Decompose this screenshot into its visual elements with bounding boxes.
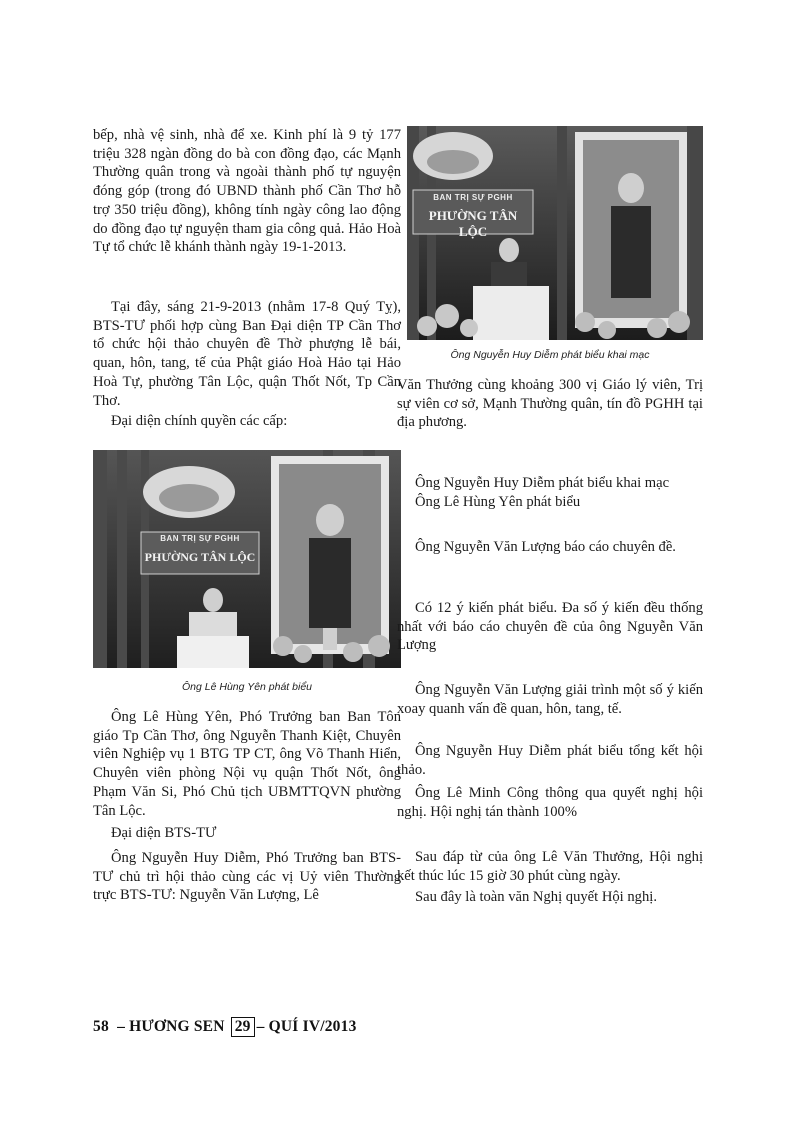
paragraph-summary: Ông Nguyễn Huy Diễm phát biểu tổng kết hội thảo.	[397, 743, 703, 778]
paragraph-explanation: Ông Nguyễn Văn Lượng giải trình một số ý kiến xoay quanh vấn đề quan, hôn, tang, tế.	[397, 682, 703, 717]
photo-sign-top-text: BAN TRỊ SỰ PGHH	[433, 193, 513, 202]
paragraph-bts-tu-heading: Đại diện BTS-TƯ	[111, 825, 217, 841]
photo-sign-main-text: PHƯỜNG TÂN LỘC	[144, 550, 256, 564]
paragraph-government-reps-heading: Đại diện chính quyền các cấp:	[111, 413, 288, 429]
paragraph-thematic-report: Ông Nguyễn Văn Lượng báo cáo chuyên đề.	[415, 539, 676, 555]
paragraph-opinions: Có 12 ý kiến phát biểu. Đa số ý kiến đều thống nhất với báo cáo chuyên đề của ông Nguyễn Văn Lượng	[397, 600, 703, 654]
page-footer	[93, 1017, 357, 1037]
photo-nguyen-huy-diem-opening	[407, 126, 703, 340]
issue-quarter: – QUÍ IV/2013	[256, 1018, 357, 1035]
paragraph-attendees: Văn Thưởng cùng khoảng 300 vị Giáo lý viên, Trị sự viên cơ sở, Mạnh Thường quân, tín đồ PGHH tại địa phương.	[397, 377, 703, 431]
photo-sign-top-text: BAN TRỊ SỰ PGHH	[160, 534, 240, 543]
photo-caption-le-hung-yen: Ông Lê Hùng Yên phát biểu	[182, 681, 312, 693]
paragraph-opening-speech: Ông Nguyễn Huy Diễm phát biểu khai mạc	[415, 475, 670, 491]
paragraph-le-hung-yen-speech: Ông Lê Hùng Yên phát biểu	[415, 494, 581, 510]
issue-number-box: 29	[231, 1017, 255, 1037]
magazine-name: – HƯƠNG SEN	[117, 1018, 225, 1035]
paragraph-bts-tu-members: Ông Nguyễn Huy Diễm, Phó Trưởng ban BTS-TƯ chủ trì hội thảo cùng các vị Uỷ viên Thường trực BTS-TƯ: Nguyễn Văn Lượng, Lê	[93, 850, 401, 904]
paragraph-resolution: Ông Lê Minh Công thông qua quyết nghị hội nghị. Hội nghị tán thành 100%	[397, 785, 703, 820]
paragraph-closing: Sau đáp từ của ông Lê Văn Thưởng, Hội nghị kết thúc lúc 15 giờ 30 phút cùng ngày.	[397, 849, 703, 884]
photo-caption-nguyen-huy-diem: Ông Nguyễn Huy Diễm phát biểu khai mạc	[450, 349, 650, 361]
paragraph-resolution-full-text: Sau đây là toàn văn Nghị quyết Hội nghị.	[415, 889, 657, 905]
paragraph-seminar-intro: Tại đây, sáng 21-9-2013 (nhằm 17-8 Quý Tỵ), BTS-TƯ phối hợp cùng Ban Đại diện TP Cần Thơ tổ chức hội thảo chuyên đề Thờ phượng lễ bái, quan, hôn, tang, tế của Phật giáo Hoà Hảo tại Hảo Hoà Tự, phường Tân Lộc, quận Thốt Nốt, Tp Cần Thơ.	[93, 299, 401, 409]
paragraph-construction-cost: bếp, nhà vệ sinh, nhà để xe. Kinh phí là 9 tỷ 177 triệu 328 ngàn đồng do bà con đồng đạo, các Mạnh Thường quân trong và ngoài thành phố tự nguyện đóng góp (trong đó UBND thành phố Cần Thơ hỗ trợ 350 triệu đồng), không tính ngày công lao động do đồng đạo tự nguyện tham gia công quả. Hảo Hoà Tự tổ chức lễ khánh thành ngày 19-1-2013.	[93, 127, 401, 256]
page-number: 58	[93, 1018, 109, 1035]
photo-sign-main-text: PHƯỜNG TÂN LỘC	[428, 208, 518, 239]
photo-le-hung-yen-speech	[93, 450, 401, 668]
paragraph-government-reps: Ông Lê Hùng Yên, Phó Trưởng ban Ban Tôn giáo Tp Cần Thơ, ông Nguyễn Thanh Kiệt, Chuyên viên Nghiệp vụ 1 BTG TP CT, ông Võ Thanh Hiển, Chuyên viên phòng Nội vụ quận Thốt Nốt, ông Phạm Văn Si, Phó Chủ tịch UBMTTQVN phường Tân Lộc.	[93, 709, 401, 819]
